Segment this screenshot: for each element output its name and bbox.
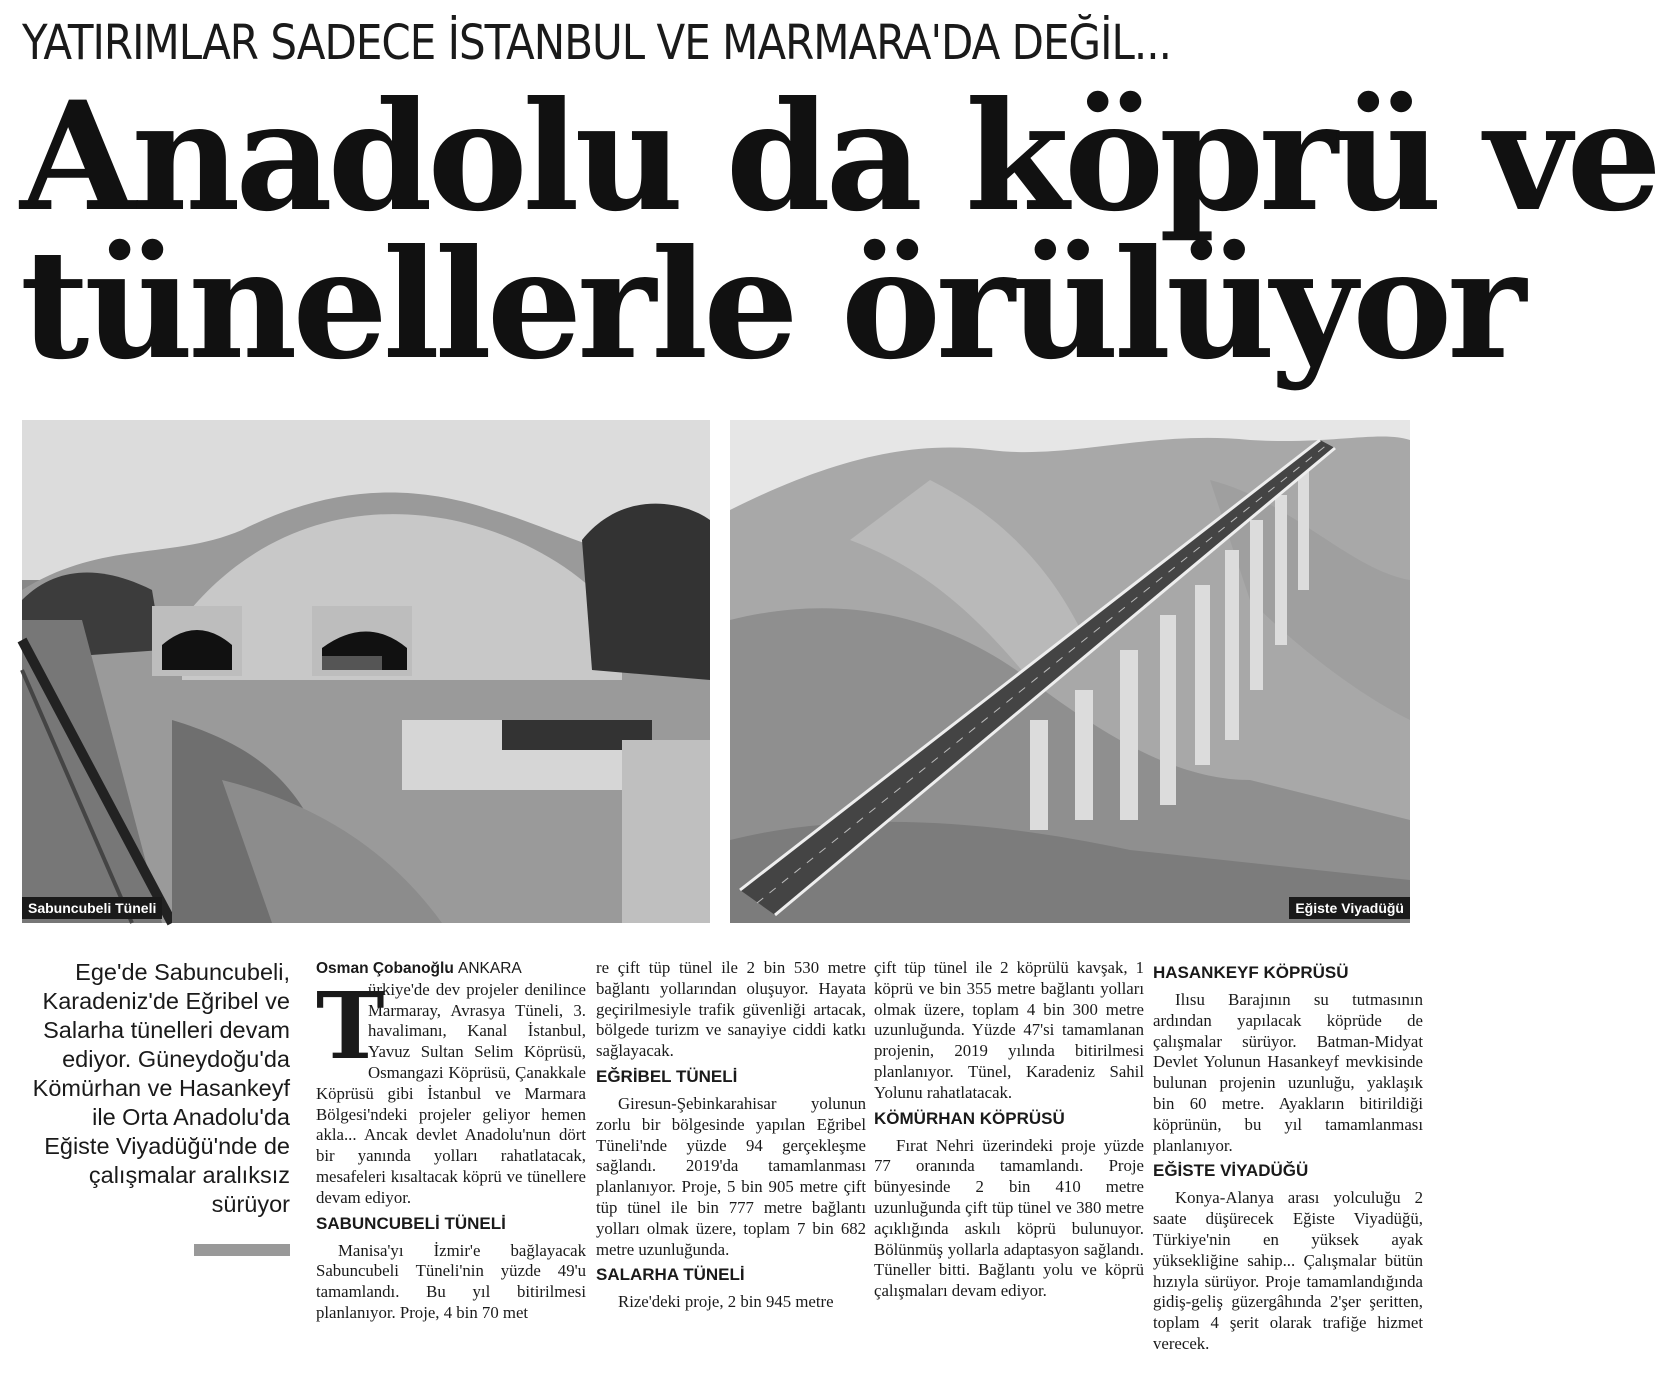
section-title-komurhan: KÖMÜRHAN KÖPRÜSÜ	[874, 1108, 1065, 1128]
column-1	[316, 958, 586, 1324]
intro-text: ürkiye'de dev projeler denilince Marmaray, Avrasya Tüneli, 3. havalimanı, Kanal İstanbul, Yavuz Sultan Selim Köprüsü, Osmangazi Köprüsü, Çanakkale Köprüsü gibi İstanbul ve Marmara Bölgesi'ndeki projeler geliyor hemen akla... Ancak devlet Anadolu'nun dört bir yanında yolları rahatlatacak, mesafeleri kısaltacak köprü ve tünellere devam ediyor.	[316, 979, 586, 1207]
section-title-salarha: SALARHA TÜNELİ	[596, 1265, 745, 1285]
section-title-sabuncubeli: SABUNCUBELİ TÜNELİ	[316, 1213, 506, 1233]
section-title-egribel: EĞRİBEL TÜNELİ	[596, 1066, 738, 1086]
section-text-sabuncubeli-1: Manisa'yı İzmir'e bağlayacak Sabuncubeli Tüneli'nin yüzde 49'u tamamlandı. Bu yıl bitirilmesi planlanıyor. Proje, 4 bin 70 met	[316, 1240, 586, 1322]
drop-cap: T	[316, 971, 385, 1080]
viaduct-photo-illustration	[730, 420, 1410, 923]
column-4	[1153, 958, 1423, 1355]
photo-sabuncubeli-tunnel	[22, 420, 710, 923]
intro-paragraph	[316, 971, 586, 1209]
section-text-egiste: Konya-Alanya arası yolculuğu 2 saate düşürecek Eğiste Viyadüğü, Türkiye'nin en yüksek ayak yüksekliğine sahip... Çalışmalar bütün hızıyla sürüyor. Proje tamamlandığında gidiş-geliş güzergâhında 2'şer şeritten, toplam 4 şerit olarak trafiğe hizmet verecek.	[1153, 1188, 1423, 1353]
column-2	[596, 958, 866, 1313]
section-text-salarha-1: Rize'deki proje, 2 bin 945 metre	[618, 1292, 834, 1312]
section-title-hasankeyf: HASANKEYF KÖPRÜSÜ	[1153, 963, 1349, 982]
section-title-egiste: EĞİSTE VİYADÜĞÜ	[1153, 1161, 1309, 1181]
section-text-hasankeyf: Ilısu Barajının su tutmasının ardından yapılacak köprüde de çalışmalar sürüyor. Batman-Midyat Devlet Yolunun Hasankeyf mevkisinde bulunan projenin uzunluğu, yaklaşık bin 60 metre. Ayakların bitirildiği köprünün, bu yıl tamamlanması planlanıyor.	[1153, 990, 1423, 1155]
kicker: YATIRIMLAR SADECE İSTANBUL VE MARMARA'DA DEĞİL...	[22, 14, 1171, 71]
column-3	[874, 958, 1144, 1302]
lead-divider-bar	[194, 1244, 290, 1256]
author-name: Osman Çobanoğlu	[316, 960, 454, 977]
caption-right: Eğiste Viyadüğü	[1289, 897, 1410, 919]
section-text-salarha-2: çift tüp tünel ile 2 köprülü kavşak, 1 köprü ve bin 355 metre bağlantı yolları olmak üzere, toplam 4 bin 300 metre uzunluğunda. Yüzde 47'si tamamlanan projenin, 2019 yılında bitirilmesi planlanıyor. Tünel, Karadeniz Sahil Yolunu rahatlatacak.	[874, 958, 1144, 1102]
tunnel-photo-illustration	[22, 420, 710, 923]
section-text-egribel: Giresun-Şebinkarahisar yolunun zorlu bir bölgesinde yapılan Eğribel Tüneli'nde yüzde 94 gerçekleşme sağlandı. 2019'da tamamlanması planlanıyor. Proje, 5 bin 905 metre çift tüp tünel ile bin 777 metre bağlantı yolları olmak üzere, toplam 7 bin 682 metre uzunluğunda.	[596, 1093, 866, 1259]
headline-line-2: tünellerle örülüyor	[20, 217, 1522, 393]
caption-left: Sabuncubeli Tüneli	[22, 897, 162, 919]
byline	[316, 958, 586, 980]
section-text-komurhan: Fırat Nehri üzerindeki proje yüzde 77 oranında tamamlandı. Proje bünyesinde 2 bin 410 metre uzunluğunda çift tüp tünel ve 380 metre açıklığında askılı köprü bulunuyor. Bölünmüş yollarla adaptasyon sağlandı. Tüneller bitti. Bağlantı yolu ve köprü çalışmaları devam ediyor.	[874, 1135, 1144, 1301]
photo-egiste-viaduct	[730, 420, 1410, 923]
headline-line-1: Anadolu da köprü ve	[20, 69, 1657, 245]
lead-summary: Ege'de Sabuncubeli, Karadeniz'de Eğribel ve Salarha tünelleri devam ediyor. Güneydoğu'da Kömürhan ve Hasankeyf ile Orta Anadolu'da Eğiste Viyadüğü'nde de çalışmalar aralıksız sürüyor	[32, 959, 290, 1217]
section-text-sabuncubeli-2: re çift tüp tünel ile 2 bin 530 metre bağlantı yollarından oluşuyor. Hayata geçirilmesiyle trafik güvenliği artacak, bölgede turizm ve sanayiye ciddi katkı sağlayacak.	[596, 958, 866, 1061]
dateline-place: ANKARA	[458, 960, 522, 977]
